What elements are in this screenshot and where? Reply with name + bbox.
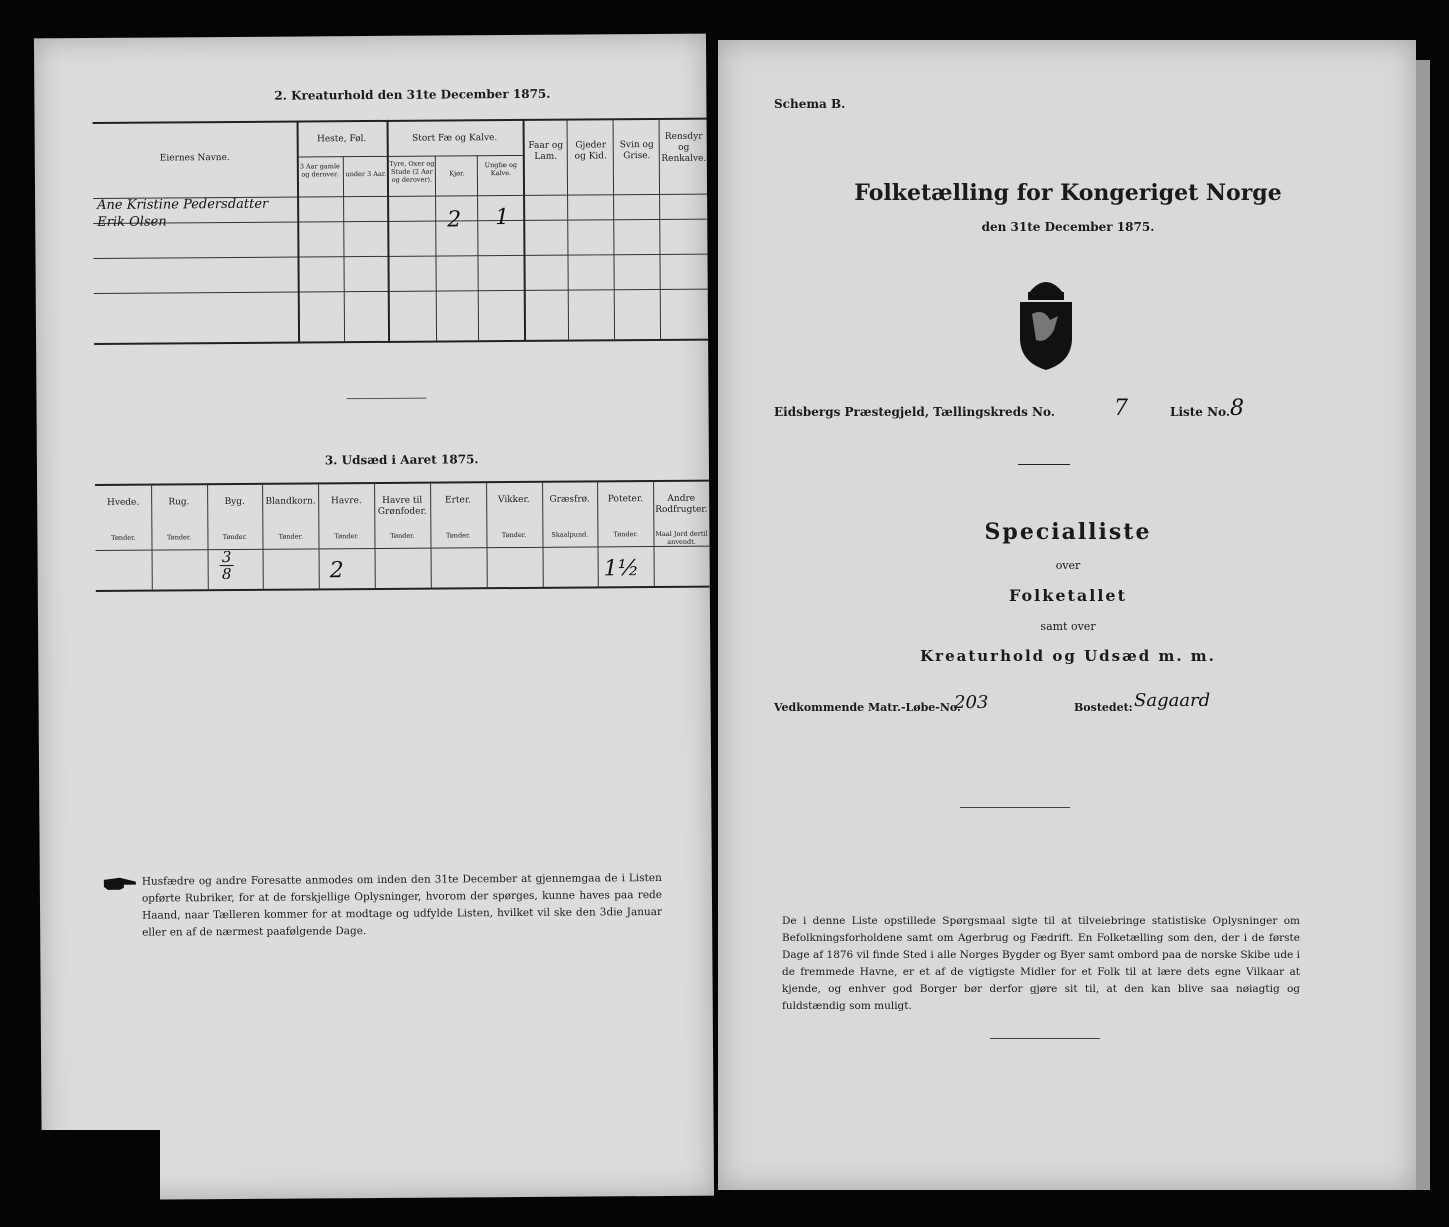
table3-header-crop: Havre. [330, 496, 362, 507]
header-goats: Gjeder og Kid. [574, 140, 607, 162]
matr-no: 203 [954, 692, 989, 713]
over-text-1: over [1055, 559, 1081, 572]
schema-label: Schema B. [774, 97, 846, 111]
table3-header-unit: Skaalpund. [551, 530, 589, 539]
table3-header-crop: Poteter. [607, 494, 644, 505]
title-date: den 31te December 1875. [981, 220, 1155, 234]
table3-header-crop: Andre Rodfrugter. [655, 493, 708, 516]
table3-header-unit: Tønder. [390, 531, 415, 540]
parish-label: Eidsbergs Præstegjeld, Tællingskreds No. [774, 405, 1055, 419]
header-cattle-young: Ungfæ og Kalve. [484, 160, 518, 178]
header-owner-names: Eiernes Navne. [159, 152, 230, 164]
young-cattle-count: 1 [495, 205, 510, 231]
table3-bottom-rule [96, 586, 710, 592]
table3-header-crop: Blandkorn. [265, 496, 316, 507]
bostedet-label: Bostedet: [1074, 701, 1133, 714]
cows-count: 2 [447, 207, 462, 233]
divider [1018, 464, 1070, 465]
folketallet-title: Folketallet [1009, 586, 1127, 605]
section2-title: 2. Kreaturhold den 31te December 1875. [274, 86, 551, 103]
table2-col-rule [435, 156, 437, 342]
kreaturhold-title: Kreaturhold og Udsæd m. m. [920, 647, 1216, 665]
scan-holder [0, 1130, 160, 1227]
header-horses: Heste, Føl. [316, 134, 367, 145]
right-page [718, 40, 1416, 1190]
owner-name-1: Ane Kristine Pedersdatter [97, 196, 269, 213]
poteter-value: 1½ [603, 556, 640, 582]
table2-row-rule [93, 219, 707, 224]
table2-col-rule [297, 121, 301, 343]
divider [960, 807, 1070, 808]
header-sheep: Faar og Lam. [528, 140, 564, 162]
table3-header-unit: Tønder. [166, 533, 192, 542]
table3-header-unit: Maal Jord dertil anvendt. [655, 529, 708, 546]
footer-text: De i denne Liste opstillede Spørgsmaal sigte til at tilveiebringe statistiske Oplysninger om Befolkningsforholdene samt om Agerbrug og Fædrift. En Folketælling som den, der i de første Dage af 1876 vil finde Sted i alle Norges Bygder og Byer samt ombord paa de norske Skibe ude i de fremmede Havne, er et af de vigtigste Midler for et Folk til at lære dets egne Vilkaar at kjende, og enhver god Borger bør derfor gjøre sit til, at den kan blive saa nøiagtig og fuldstændig som muligt. [782, 915, 1300, 1012]
owner-name-2: Erik Olsen [97, 214, 167, 230]
table2-col-rule [477, 155, 479, 341]
header-cattle-cows: Kjør. [449, 169, 465, 178]
byg-denominator: 8 [220, 565, 234, 582]
liste-label: Liste No. [1170, 405, 1231, 419]
table3-header-unit: Tønder. [278, 532, 304, 541]
table3-top-rule [95, 480, 709, 486]
table2-col-rule [387, 120, 391, 342]
table2-col-rule [343, 156, 345, 342]
table3-header-crop: Erter. [444, 495, 472, 506]
table2-row-rule [94, 289, 708, 294]
header-pigs: Svin og Grise. [619, 140, 654, 162]
table3-header-unit: Tønder. [334, 532, 359, 541]
bostedet-value: Sagaard [1134, 690, 1211, 711]
table3-header-crop: Vikker. [497, 494, 530, 506]
page-edge [1416, 60, 1430, 1190]
table2-subheader-rule [297, 155, 523, 158]
byg-numerator: 3 [221, 547, 232, 567]
main-title: Folketælling for Kongeriget Norge [854, 180, 1282, 206]
table3-header-unit: Tønder. [446, 531, 471, 540]
table3 [34, 34, 706, 39]
table3-header-unit: Tønder. [111, 533, 136, 542]
samt-over-text: samt over [1040, 620, 1096, 633]
table3-header-crop: Hvede. [106, 497, 140, 508]
header-horses-under3: under 3 Aar. [345, 169, 387, 179]
divider [346, 398, 426, 400]
table2-bottom-rule [94, 339, 708, 345]
table3-header-crop: Byg. [224, 496, 245, 508]
notice-text: Husfædre og andre Foresatte anmodes om inden den 31te December at gjennemgaa de i Listen opførte Rubriker, for at de forskjellige Oplysninger, hvorom der spørges, kunne haves paa rede Haand, naar Tælleren kommer for at modtage og udfylde Listen, hvilket vil ske den 3die Januar eller en af de nærmest paafølgende Dage. [141, 871, 663, 939]
header-cattle: Stort Fæ og Kalve. [412, 133, 498, 144]
table3-header-unit: Tønder. [613, 530, 638, 539]
table3-header-unit: Tønder. [501, 530, 527, 540]
table3-header-unit: Tønder. [222, 532, 248, 542]
table2-row-rule [93, 254, 707, 259]
table3-header-crop: Havre til Grønfoder. [377, 495, 427, 517]
specialliste-title: Specialliste [984, 519, 1152, 545]
section3-title: 3. Udsæd i Aaret 1875. [324, 452, 479, 468]
parish-no: 7 [1114, 396, 1128, 421]
byg-value [220, 549, 234, 582]
norwegian-coat-of-arms-icon [1014, 268, 1078, 372]
liste-no: 8 [1230, 396, 1244, 421]
table3-header-rule [96, 546, 710, 551]
header-horses-3y: 3 Aar gamle og derover. [299, 162, 340, 179]
table3-header-crop: Græsfrø. [549, 494, 590, 505]
left-page [34, 34, 714, 1201]
table2-top-rule [93, 118, 707, 124]
table3-header-crop: Rug. [168, 497, 190, 508]
divider [990, 1038, 1100, 1039]
matr-label: Vedkommende Matr.-Løbe-No. [774, 701, 961, 714]
pointing-hand-icon [102, 874, 138, 894]
havre-value: 2 [329, 558, 344, 584]
header-reindeer: Rensdyr og Renkalve. [661, 131, 707, 164]
header-cattle-bulls: Tyre, Oxer og Stude (2 Aar og derover). [389, 159, 435, 184]
